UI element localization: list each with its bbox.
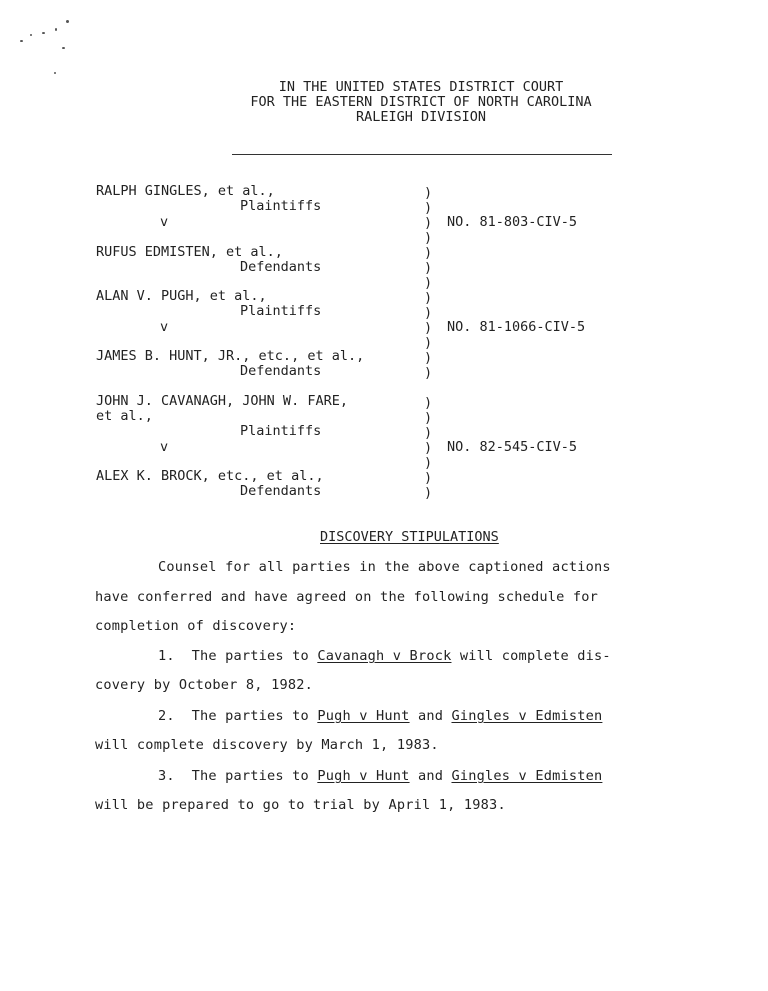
caption-parenthesis: ) [424, 215, 433, 231]
case1-plaintiff: RALPH GINGLES, et al., [96, 183, 275, 199]
stipulation-text: The parties to [191, 768, 318, 784]
case3-defendant: ALEX K. BROCK, etc., et al., [96, 468, 324, 484]
stipulation-1 [158, 648, 611, 664]
case1-defendant: RUFUS EDMISTEN, et al., [96, 244, 283, 260]
caption-parenthesis: ) [424, 365, 433, 381]
stipulation-text: and [409, 768, 452, 784]
stipulation-text: The parties to [191, 708, 318, 724]
caption-parenthesis: ) [424, 245, 433, 261]
case1-number: NO. 81-803-CIV-5 [447, 214, 578, 230]
case1-versus: v [160, 214, 169, 230]
stipulation-1-cont: covery by October 8, 1982. [95, 677, 313, 693]
stipulation-number: 1. [158, 648, 175, 664]
case2-plaintiff: ALAN V. PUGH, et al., [96, 288, 267, 304]
case1-defendant-role: Defendants [240, 259, 322, 275]
case3-versus: v [160, 439, 169, 455]
caption-parenthesis: ) [424, 185, 433, 201]
caption-parenthesis: ) [424, 410, 433, 426]
header-rule [232, 154, 612, 155]
scan-speck [30, 34, 32, 36]
case3-plaintiff-cont: et al., [96, 408, 153, 424]
caption-parenthesis: ) [424, 425, 433, 441]
caption-parenthesis: ) [424, 455, 433, 471]
caption-parenthesis: ) [424, 230, 433, 246]
case2-defendant: JAMES B. HUNT, JR., etc., et al., [96, 348, 365, 364]
case-reference: Cavanagh v Brock [317, 648, 452, 664]
case-reference: Pugh v Hunt [317, 768, 410, 784]
caption-parenthesis: ) [424, 335, 433, 351]
scan-speck [20, 40, 23, 42]
case2-defendant-role: Defendants [240, 363, 322, 379]
caption-parenthesis: ) [424, 200, 433, 216]
document-title: DISCOVERY STIPULATIONS [320, 529, 499, 545]
case1-plaintiff-role: Plaintiffs [240, 198, 322, 214]
stipulation-number: 2. [158, 708, 175, 724]
caption-parenthesis: ) [424, 395, 433, 411]
stipulation-text: will complete dis- [451, 648, 611, 664]
stipulation-2-cont: will complete discovery by March 1, 1983. [95, 737, 439, 753]
case2-number: NO. 81-1066-CIV-5 [447, 319, 586, 335]
case2-versus: v [160, 319, 169, 335]
intro-line-3: completion of discovery: [95, 618, 297, 634]
stipulation-3 [158, 768, 602, 784]
caption-parenthesis: ) [424, 485, 433, 501]
case-reference: Gingles v Edmisten [451, 768, 603, 784]
court-name: IN THE UNITED STATES DISTRICT COURT [278, 79, 564, 95]
court-division: RALEIGH DIVISION [355, 109, 487, 125]
scan-speck [66, 20, 69, 23]
case3-plaintiff: JOHN J. CAVANAGH, JOHN W. FARE, [96, 393, 348, 409]
scan-speck [55, 28, 57, 31]
stipulation-text: and [409, 708, 452, 724]
case-reference: Pugh v Hunt [317, 708, 410, 724]
caption-parenthesis: ) [424, 320, 433, 336]
caption-parenthesis: ) [424, 275, 433, 291]
case-reference: Gingles v Edmisten [451, 708, 603, 724]
stipulation-2 [158, 708, 602, 724]
court-district: FOR THE EASTERN DISTRICT OF NORTH CAROLINA [250, 94, 592, 110]
case3-plaintiff-role: Plaintiffs [240, 423, 322, 439]
scan-speck [42, 32, 45, 34]
intro-line-2: have conferred and have agreed on the following schedule for [95, 589, 599, 605]
case2-plaintiff-role: Plaintiffs [240, 303, 322, 319]
stipulation-number: 3. [158, 768, 175, 784]
scan-speck [54, 72, 56, 74]
stipulation-3-cont: will be prepared to go to trial by April 1, 1983. [95, 797, 506, 813]
caption-parenthesis: ) [424, 260, 433, 276]
case3-number: NO. 82-545-CIV-5 [447, 439, 578, 455]
case3-defendant-role: Defendants [240, 483, 322, 499]
caption-parenthesis: ) [424, 290, 433, 306]
caption-parenthesis: ) [424, 470, 433, 486]
caption-parenthesis: ) [424, 350, 433, 366]
stipulation-text: The parties to [191, 648, 318, 664]
caption-parenthesis: ) [424, 440, 433, 456]
caption-parenthesis: ) [424, 305, 433, 321]
intro-line-1: Counsel for all parties in the above captioned actions [158, 559, 611, 575]
scan-speck [62, 47, 65, 49]
